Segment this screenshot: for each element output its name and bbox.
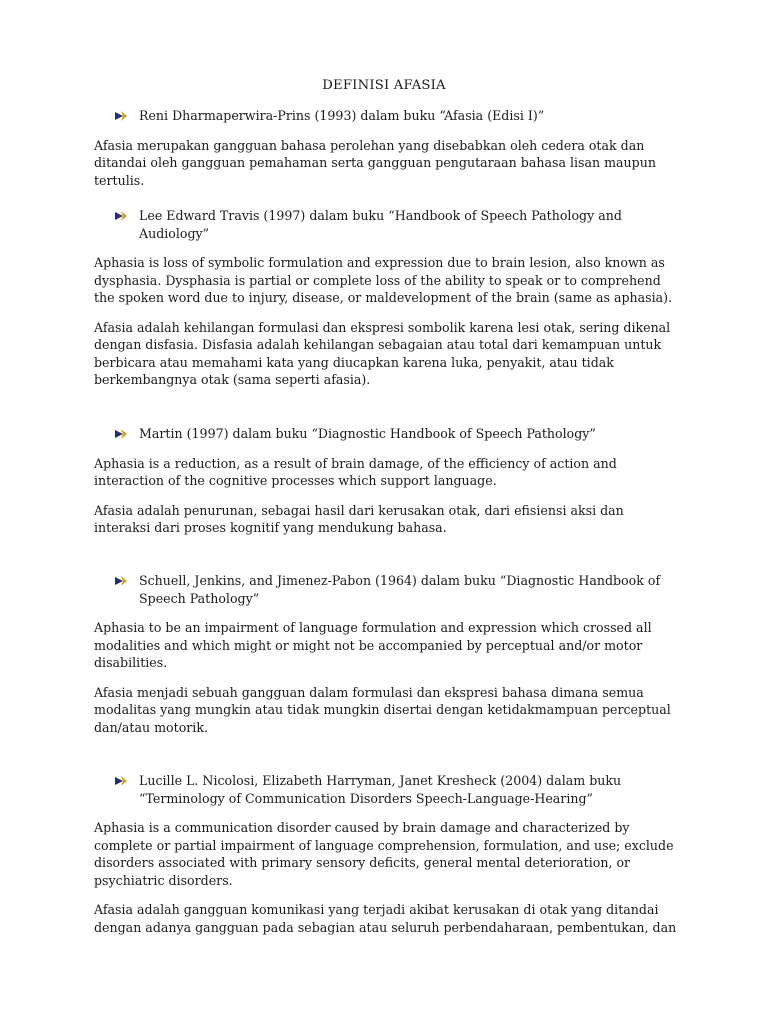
definition-paragraph-english: Aphasia is loss of symbolic formulation and expression due to brain lesion, also known as dysphasia. Dysphasia is partial or complete loss of the ability to speak or to comprehend the spoken word due to injury, disease, or maldevelopment of the brain (same as aphasia). [94, 255, 673, 305]
definition-section [94, 772, 684, 936]
source-citation [94, 207, 684, 242]
bullet-icon [114, 210, 128, 222]
definition-section [94, 107, 684, 189]
definition-section [94, 572, 684, 736]
document-title: DEFINISI AFASIA [322, 78, 446, 93]
bullet-icon [114, 775, 128, 787]
source-citation [94, 572, 684, 607]
definition-paragraph-indonesian: Afasia adalah kehilangan formulasi dan ekspresi sombolik karena lesi otak, sering dikenal dengan disfasia. Disfasia adalah kehilangan sebagaian atau total dari kemampuan untuk berbicara atau memahami kata yang diucapkan karena luka, penyakit, atau tidak berkembangnya otak (sama seperti afasia). [94, 319, 671, 387]
bullet-icon [114, 575, 128, 587]
definition-paragraph-english: Aphasia is a reduction, as a result of brain damage, of the efficiency of action and interaction of the cognitive processes which support language. [94, 455, 617, 488]
definition-section [94, 425, 684, 537]
bullet-icon [114, 110, 128, 122]
definition-section [94, 207, 684, 389]
definition-paragraph-indonesian: Afasia adalah gangguan komunikasi yang terjadi akibat kerusakan di otak yang ditandai dengan adanya gangguan pada sebagian atau seluruh perbendaharaan, pembentukan, dan [94, 902, 677, 935]
source-citation [94, 772, 684, 807]
source-text: Lee Edward Travis (1997) dalam buku “Handbook of Speech Pathology and Audiology” [139, 208, 622, 241]
definition-paragraph-indonesian: Afasia menjadi sebuah gangguan dalam formulasi dan ekspresi bahasa dimana semua modalitas yang mungkin atau tidak mungkin disertai dengan ketidakmampuan perceptual dan/atau motorik. [94, 684, 671, 735]
bullet-icon [114, 428, 128, 440]
source-text: Schuell, Jenkins, and Jimenez-Pabon (1964) dalam buku “Diagnostic Handbook of Speech Pathology” [139, 573, 661, 606]
source-citation [94, 107, 684, 125]
source-text: Martin (1997) dalam buku “Diagnostic Handbook of Speech Pathology” [139, 426, 596, 441]
source-citation [94, 425, 684, 443]
source-text: Reni Dharmaperwira-Prins (1993) dalam buku “Afasia (Edisi I)” [139, 108, 545, 123]
source-text: Lucille L. Nicolosi, Elizabeth Harryman, Janet Kresheck (2004) dalam buku “Terminology of Communication Disorders Speech-Language-Hearing” [139, 773, 622, 806]
definition-paragraph-english: Aphasia is a communication disorder caused by brain damage and characterized by complete or partial impairment of language comprehension, formulation, and use; exclude disorders associated with primary sensory deficits, general mental deterioration, or psychiatric disorders. [94, 820, 674, 888]
definition-paragraph-english: Aphasia to be an impairment of language formulation and expression which crossed all modalities and which might or might not be accompanied by perceptual and/or motor disabilities. [94, 620, 652, 670]
definition-paragraph-indonesian: Afasia adalah penurunan, sebagai hasil dari kerusakan otak, dari efisiensi aksi dan interaksi dari proses kognitif yang mendukung bahasa. [94, 502, 624, 535]
definition-paragraph: Afasia merupakan gangguan bahasa perolehan yang disebabkan oleh cedera otak dan ditandai oleh gangguan pemahaman serta gangguan pengutaraan bahasa lisan maupun tertulis. [94, 137, 656, 188]
